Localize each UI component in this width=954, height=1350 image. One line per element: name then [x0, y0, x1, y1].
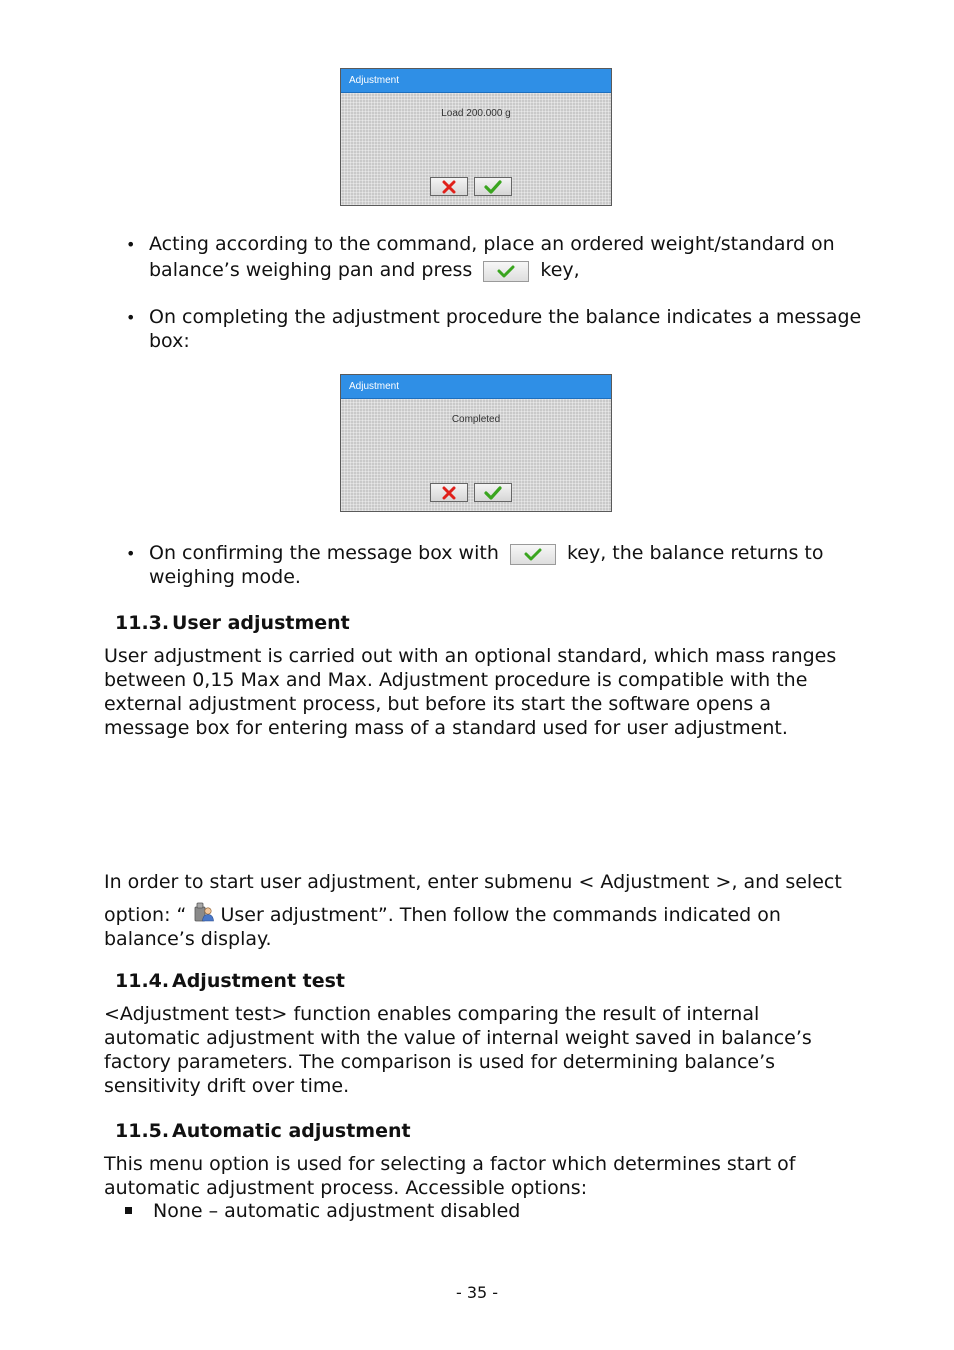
- paragraph: [104, 1152, 884, 1200]
- confirm-button[interactable]: [474, 483, 512, 502]
- bullet-text-line: Acting according to the command, place an ordered weight/standard on: [149, 233, 835, 255]
- text-segment: option: “: [104, 904, 187, 926]
- cross-icon: [442, 180, 456, 194]
- bullet-item: [149, 541, 889, 589]
- paragraph: [104, 644, 884, 740]
- check-icon: [484, 486, 502, 500]
- confirm-button[interactable]: [474, 177, 512, 196]
- bullet-text-line: weighing mode.: [149, 566, 301, 588]
- section-number: 11.5.: [115, 1120, 170, 1142]
- page-number: - 35 -: [455, 1283, 499, 1302]
- dialog-title: Adjustment: [341, 375, 611, 399]
- bullet-text-line: [149, 541, 889, 565]
- text-segment: On confirming the message box with: [149, 542, 499, 564]
- user-adjustment-icon: [192, 899, 214, 923]
- bullet-text-line: box:: [149, 330, 190, 352]
- confirm-key-inline: [483, 261, 529, 282]
- bullet-item: [149, 232, 889, 282]
- square-bullet-marker: [125, 1207, 132, 1214]
- section-number: 11.3.: [115, 612, 170, 634]
- adjustment-dialog-load: [340, 68, 612, 206]
- paragraph-line: In order to start user adjustment, enter submenu < Adjustment >, and select: [104, 871, 842, 893]
- text-segment: balance’s weighing pan and press: [149, 259, 473, 281]
- section-heading-11-3: [115, 611, 350, 635]
- paragraph-line: <Adjustment test> function enables comparing the result of internal: [104, 1003, 760, 1025]
- paragraph-line: automatic adjustment process. Accessible options:: [104, 1177, 588, 1199]
- dialog-buttons: [430, 483, 512, 502]
- bullet-marker: •: [126, 308, 136, 327]
- dialog-message: Completed: [451, 414, 501, 425]
- paragraph-line: User adjustment is carried out with an optional standard, which mass ranges: [104, 645, 837, 667]
- paragraph-line: This menu option is used for selecting a factor which determines start of: [104, 1153, 796, 1175]
- section-title: Adjustment test: [172, 970, 346, 992]
- paragraph: [104, 870, 884, 951]
- paragraph-line: factory parameters. The comparison is used for determining balance’s: [104, 1051, 776, 1073]
- section-title: User adjustment: [172, 612, 350, 634]
- dialog-message: Load 200.000 g: [441, 108, 511, 119]
- adjustment-dialog-completed: [340, 374, 612, 512]
- paragraph-line: automatic adjustment with the value of internal weight saved in balance’s: [104, 1027, 812, 1049]
- cancel-button[interactable]: [430, 177, 468, 196]
- cross-icon: [442, 486, 456, 500]
- check-icon: [524, 548, 542, 561]
- bullet-text-line: On completing the adjustment procedure the balance indicates a message: [149, 306, 862, 328]
- paragraph-line: sensitivity drift over time.: [104, 1075, 350, 1097]
- bullet-marker: •: [126, 235, 136, 254]
- cancel-button[interactable]: [430, 483, 468, 502]
- dialog-buttons: [430, 177, 512, 196]
- paragraph-line: balance’s display.: [104, 928, 272, 950]
- section-heading-11-4: [115, 969, 345, 993]
- paragraph-line: between 0,15 Max and Max. Adjustment procedure is compatible with the: [104, 669, 808, 691]
- section-number: 11.4.: [115, 970, 170, 992]
- dialog-title: Adjustment: [341, 69, 611, 93]
- paragraph-line: external adjustment process, but before its start the software opens a: [104, 693, 772, 715]
- bullet-text-line: [149, 258, 889, 282]
- text-segment: key,: [540, 259, 580, 281]
- bullet-marker: •: [126, 544, 136, 563]
- bullet-item: [149, 305, 889, 353]
- check-icon: [497, 265, 515, 278]
- option-item: None – automatic adjustment disabled: [153, 1200, 521, 1222]
- paragraph-line: [104, 899, 884, 927]
- text-segment: key, the balance returns to: [566, 542, 824, 564]
- paragraph-line: message box for entering mass of a standard used for user adjustment.: [104, 717, 788, 739]
- paragraph: [104, 1002, 884, 1098]
- section-heading-11-5: [115, 1119, 411, 1143]
- text-segment: User adjustment”. Then follow the commands indicated on: [220, 904, 781, 926]
- check-icon: [484, 180, 502, 194]
- confirm-key-inline: [510, 544, 556, 565]
- section-title: Automatic adjustment: [172, 1120, 411, 1142]
